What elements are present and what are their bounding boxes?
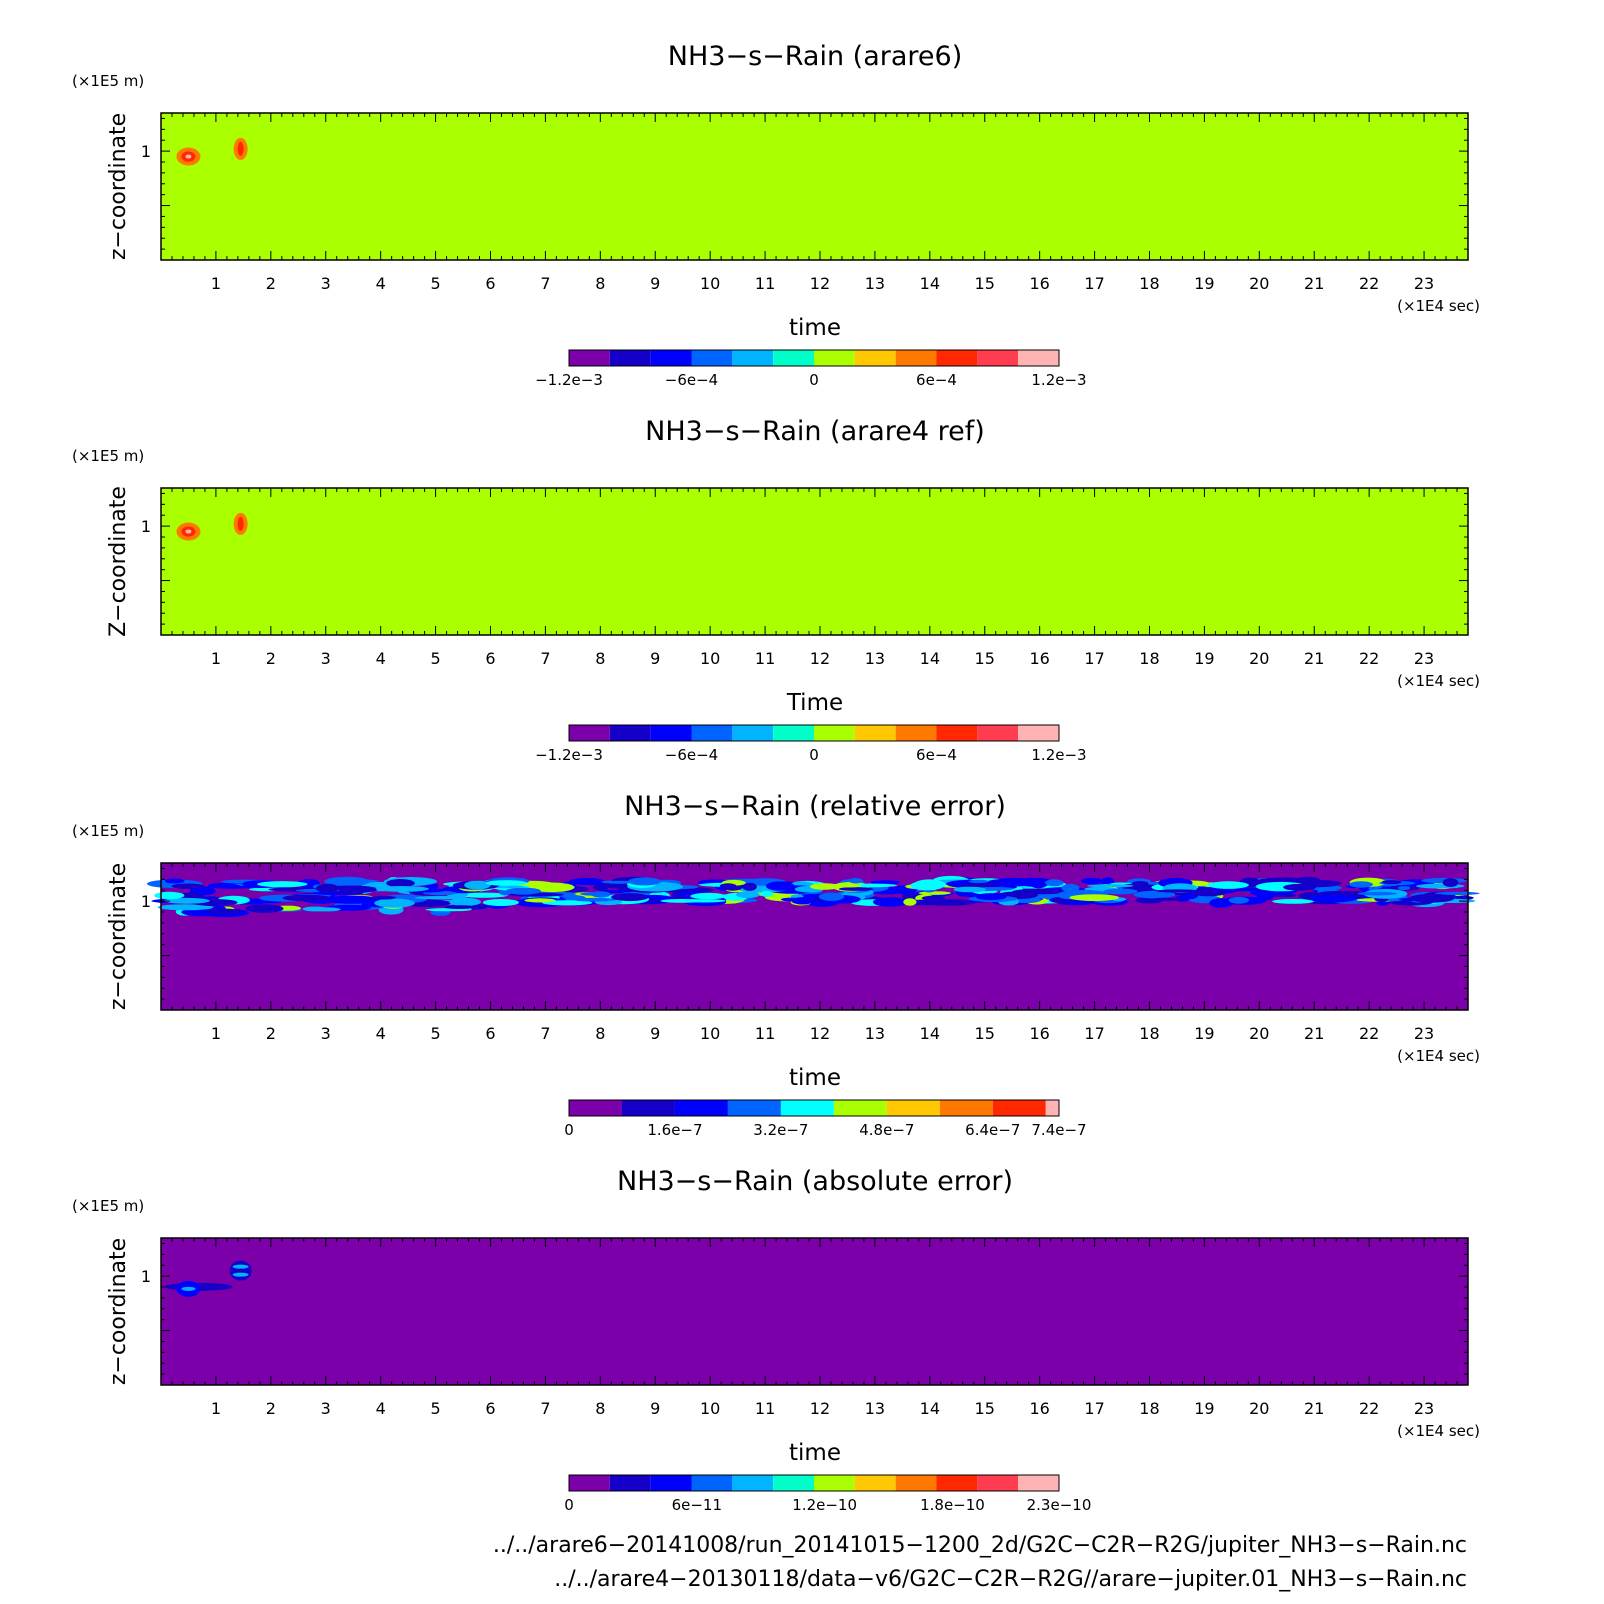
x-tick-label: 15	[974, 274, 995, 293]
x-tick-label: 11	[754, 1399, 776, 1418]
feature-peak	[181, 1287, 195, 1291]
noise-blob	[838, 884, 862, 888]
feature-core	[238, 142, 244, 156]
x-tick-label: 8	[595, 1399, 606, 1418]
colorbar-segment	[773, 350, 814, 366]
x-tick-label: 16	[1029, 1399, 1050, 1418]
panel-4	[72, 1166, 1480, 1514]
colorbar-segment	[781, 1100, 834, 1116]
colorbar-segment	[1046, 1100, 1059, 1116]
noise-blob	[1132, 881, 1149, 886]
x-tick-label: 4	[375, 274, 386, 293]
x-tick-label: 11	[754, 649, 776, 668]
x-tick-label: 2	[265, 1399, 276, 1418]
noise-blob	[483, 899, 519, 906]
x-tick-label: 15	[974, 1024, 995, 1043]
x-tick-label: 13	[864, 1399, 886, 1418]
colorbar-segment	[1018, 350, 1059, 366]
x-tick-label: 3	[320, 1399, 331, 1418]
noise-blob	[976, 893, 1007, 900]
noise-blob	[1208, 881, 1249, 889]
noise-blob	[1272, 899, 1314, 904]
colorbar	[535, 725, 1086, 764]
noise-blob	[593, 884, 609, 891]
noise-blob	[283, 895, 331, 902]
x-tick-label: 14	[919, 1024, 941, 1043]
colorbar-tick-label: 0	[809, 371, 819, 389]
colorbar-segment	[977, 725, 1018, 741]
noise-blob	[449, 898, 481, 906]
noise-blob	[1283, 884, 1316, 891]
colorbar	[535, 350, 1086, 389]
colorbar-tick-label: 6e−4	[916, 371, 957, 389]
noise-blob	[923, 899, 976, 905]
x-tick-label: 5	[430, 274, 441, 293]
x-tick-label: 6	[485, 1399, 496, 1418]
colorbar-segment	[1018, 1475, 1059, 1491]
colorbar-tick-label: 0	[809, 746, 819, 764]
noise-blob	[464, 881, 490, 890]
x-tick-label: 22	[1358, 1399, 1380, 1418]
colorbar-segment	[675, 1100, 728, 1116]
x-tick-label: 3	[320, 274, 331, 293]
noise-blob	[246, 904, 284, 913]
noise-blob	[839, 887, 873, 891]
noise-blob	[165, 879, 185, 884]
x-tick-label: 4	[375, 649, 386, 668]
x-tick-label: 20	[1249, 274, 1270, 293]
y-tick-label: 1	[140, 517, 151, 537]
y-axis-label: z−coordinate	[106, 1237, 131, 1386]
colorbar-segment	[977, 1475, 1018, 1491]
x-unit-label: (×1E4 sec)	[1397, 1422, 1480, 1440]
y-tick-label: 1	[140, 1267, 151, 1287]
noise-blob	[628, 877, 661, 885]
colorbar-segment	[1018, 725, 1059, 741]
colorbar-segment	[814, 350, 855, 366]
noise-blob	[873, 897, 908, 907]
x-tick-label: 21	[1304, 274, 1325, 293]
x-tick-label: 7	[540, 1024, 551, 1043]
noise-blob	[766, 881, 794, 890]
panel-title: NH3−s−Rain (absolute error)	[617, 1166, 1013, 1197]
colorbar	[564, 1475, 1091, 1514]
colorbar-tick-label: −1.2e−3	[535, 371, 603, 389]
colorbar-segment	[940, 1100, 993, 1116]
x-tick-label: 9	[650, 649, 661, 668]
colorbar-tick-label: −1.2e−3	[535, 746, 603, 764]
panel-3	[72, 791, 1480, 1139]
noise-blob	[302, 907, 328, 912]
noise-blob	[914, 879, 946, 889]
colorbar-segment	[896, 350, 937, 366]
colorbar-segment	[569, 1100, 622, 1116]
x-tick-label: 22	[1358, 274, 1380, 293]
x-tick-label: 11	[754, 1024, 776, 1043]
colorbar-tick-label: 1.2e−3	[1031, 746, 1087, 764]
noise-blob	[919, 891, 951, 895]
noise-blob	[154, 892, 184, 899]
colorbar-segment	[692, 725, 733, 741]
noise-blob	[1081, 878, 1103, 884]
noise-blob	[1382, 880, 1402, 884]
panel-2	[72, 416, 1480, 764]
x-tick-label: 10	[699, 649, 721, 668]
x-tick-label: 13	[864, 1024, 886, 1043]
colorbar-segment	[773, 725, 814, 741]
colorbar-segment	[732, 350, 773, 366]
noise-blob	[760, 891, 773, 897]
feature-peak	[233, 1273, 249, 1277]
x-tick-label: 5	[430, 1024, 441, 1043]
noise-blob	[1156, 889, 1201, 892]
x-tick-label: 10	[699, 1399, 721, 1418]
colorbar-segment	[610, 725, 651, 741]
colorbar-segment	[732, 1475, 773, 1491]
x-tick-label: 19	[1194, 1024, 1215, 1043]
x-tick-label: 19	[1194, 649, 1215, 668]
colorbar-segment	[814, 725, 855, 741]
y-unit-label: (×1E5 m)	[72, 822, 145, 840]
noise-blob	[602, 881, 636, 884]
colorbar-segment	[692, 1475, 733, 1491]
x-tick-label: 9	[650, 1399, 661, 1418]
colorbar-tick-label: 6e−11	[671, 1496, 723, 1514]
x-tick-label: 6	[485, 649, 496, 668]
noise-blob	[849, 878, 863, 884]
noise-blob	[1103, 889, 1138, 895]
x-tick-label: 2	[265, 649, 276, 668]
x-tick-label: 5	[430, 1399, 441, 1418]
feature-core	[238, 517, 244, 531]
x-tick-label: 1	[210, 1399, 222, 1418]
colorbar-segment	[834, 1100, 887, 1116]
noise-blob	[172, 884, 205, 889]
noise-blob	[1151, 898, 1186, 901]
x-tick-label: 7	[540, 649, 551, 668]
colorbar-tick-label: 6e−4	[916, 746, 957, 764]
colorbar-segment	[937, 350, 978, 366]
colorbar-segment	[855, 725, 896, 741]
x-axis-label: time	[789, 1440, 841, 1466]
noise-blob	[1257, 892, 1275, 900]
x-tick-label: 12	[809, 274, 831, 293]
x-tick-label: 20	[1249, 1399, 1270, 1418]
colorbar-tick-label: 1.6e−7	[647, 1121, 703, 1139]
colorbar-segment	[773, 1475, 814, 1491]
x-tick-label: 6	[485, 274, 496, 293]
x-tick-label: 21	[1304, 1024, 1325, 1043]
y-tick-label: 1	[140, 142, 151, 162]
noise-blob	[690, 893, 726, 899]
colorbar-segment	[855, 1475, 896, 1491]
noise-blob	[486, 880, 527, 886]
plot-field	[161, 113, 1468, 260]
x-unit-label: (×1E4 sec)	[1397, 672, 1480, 690]
x-tick-label: 1	[210, 649, 222, 668]
x-tick-label: 5	[430, 649, 441, 668]
x-tick-label: 3	[320, 1024, 331, 1043]
x-tick-label: 21	[1304, 649, 1325, 668]
colorbar-segment	[814, 1475, 855, 1491]
noise-blob	[736, 891, 760, 898]
noise-blob	[1358, 892, 1397, 896]
x-tick-label: 2	[265, 1024, 276, 1043]
feature-peak	[185, 530, 191, 534]
feature-outer	[230, 1261, 252, 1281]
y-axis-label: Z−coordinate	[106, 486, 131, 637]
colorbar-segment	[569, 1475, 610, 1491]
noise-blob	[1045, 879, 1063, 886]
plot-field	[161, 1238, 1468, 1385]
x-tick-label: 14	[919, 649, 941, 668]
x-tick-label: 22	[1358, 649, 1380, 668]
colorbar-tick-label: 2.3e−10	[1026, 1496, 1092, 1514]
x-tick-label: 9	[650, 274, 661, 293]
colorbar-segment	[692, 350, 733, 366]
x-tick-label: 12	[809, 649, 831, 668]
x-tick-label: 8	[595, 274, 606, 293]
x-tick-label: 3	[320, 649, 331, 668]
y-unit-label: (×1E5 m)	[72, 447, 145, 465]
x-tick-label: 2	[265, 274, 276, 293]
colorbar-segment	[651, 350, 692, 366]
x-unit-label: (×1E4 sec)	[1397, 1047, 1480, 1065]
x-tick-label: 15	[974, 649, 995, 668]
noise-blob	[720, 883, 737, 888]
colorbar-segment	[651, 725, 692, 741]
colorbar-segment	[896, 725, 937, 741]
x-tick-label: 14	[919, 1399, 941, 1418]
x-tick-label: 8	[595, 1024, 606, 1043]
colorbar-tick-label: −6e−4	[664, 746, 719, 764]
noise-blob	[444, 905, 475, 909]
colorbar-segment	[937, 1475, 978, 1491]
x-axis-label: Time	[786, 690, 844, 716]
colorbar-segment	[937, 725, 978, 741]
x-tick-label: 7	[540, 274, 551, 293]
colorbar-segment	[569, 725, 610, 741]
x-tick-label: 18	[1139, 1399, 1160, 1418]
x-tick-label: 15	[974, 1399, 995, 1418]
x-tick-label: 14	[919, 274, 941, 293]
x-tick-label: 10	[699, 1024, 721, 1043]
x-tick-label: 16	[1029, 274, 1050, 293]
x-tick-label: 4	[375, 1399, 386, 1418]
contour-feature	[176, 523, 200, 541]
contour-feature	[230, 1261, 252, 1281]
colorbar-tick-label: 1.2e−10	[792, 1496, 858, 1514]
noise-blob	[376, 886, 429, 892]
contour-feature	[176, 148, 200, 166]
x-tick-label: 1	[210, 274, 222, 293]
y-unit-label: (×1E5 m)	[72, 1197, 145, 1215]
source-file-path-2: ../../arare4−20130118/data−v6/G2C−C2R−R2G//arare−jupiter.01_NH3−s−Rain.nc	[554, 1567, 1467, 1592]
contour-feature	[234, 513, 248, 535]
plot-field	[161, 488, 1468, 635]
x-tick-label: 20	[1249, 1024, 1270, 1043]
colorbar	[564, 1100, 1086, 1139]
panel-title: NH3−s−Rain (relative error)	[624, 791, 1006, 822]
x-tick-label: 4	[375, 1024, 386, 1043]
y-axis-label: z−coordinate	[106, 862, 131, 1011]
x-axis-label: time	[789, 1065, 841, 1091]
x-tick-label: 8	[595, 649, 606, 668]
x-tick-label: 16	[1029, 649, 1050, 668]
x-tick-label: 18	[1139, 649, 1160, 668]
x-tick-label: 23	[1413, 274, 1435, 293]
noise-blob	[611, 893, 648, 901]
x-tick-label: 19	[1194, 274, 1215, 293]
colorbar-tick-label: −6e−4	[664, 371, 719, 389]
noise-blob	[661, 899, 704, 903]
noise-blob	[953, 887, 986, 893]
panel-title: NH3−s−Rain (arare6)	[667, 41, 963, 72]
x-tick-label: 7	[540, 1399, 551, 1418]
noise-blob	[208, 909, 242, 915]
colorbar-segment	[896, 1475, 937, 1491]
x-tick-label: 21	[1304, 1399, 1325, 1418]
contour-feature	[234, 138, 248, 160]
noise-blob	[819, 893, 844, 901]
feature-peak	[233, 1265, 249, 1269]
x-tick-label: 12	[809, 1399, 831, 1418]
colorbar-segment	[993, 1100, 1046, 1116]
x-tick-label: 16	[1029, 1024, 1050, 1043]
noise-blob	[969, 880, 989, 883]
panel-title: NH3−s−Rain (arare4 ref)	[645, 416, 985, 447]
y-unit-label: (×1E5 m)	[72, 72, 145, 90]
x-tick-label: 6	[485, 1024, 496, 1043]
noise-blob	[1443, 878, 1459, 887]
x-tick-label: 18	[1139, 274, 1160, 293]
x-tick-label: 22	[1358, 1024, 1380, 1043]
x-tick-label: 9	[650, 1024, 661, 1043]
x-tick-label: 1	[210, 1024, 222, 1043]
x-tick-label: 17	[1084, 1024, 1105, 1043]
colorbar-segment	[569, 350, 610, 366]
colorbar-segment	[610, 350, 651, 366]
noise-blob	[1349, 881, 1373, 887]
noise-blob	[1069, 894, 1119, 901]
noise-blob	[369, 896, 396, 900]
noise-blob	[591, 891, 610, 897]
colorbar-segment	[977, 350, 1018, 366]
x-tick-label: 17	[1084, 649, 1105, 668]
x-tick-label: 11	[754, 274, 776, 293]
colorbar-tick-label: 3.2e−7	[753, 1121, 809, 1139]
x-unit-label: (×1E4 sec)	[1397, 297, 1480, 315]
noise-blob	[791, 897, 813, 904]
noise-blob	[257, 881, 307, 887]
noise-blob	[810, 883, 839, 890]
x-tick-label: 12	[809, 1024, 831, 1043]
colorbar-tick-label: 6.4e−7	[965, 1121, 1021, 1139]
x-tick-label: 19	[1194, 1399, 1215, 1418]
source-file-path-1: ../../arare6−20141008/run_20141015−1200_2d/G2C−C2R−R2G/jupiter_NH3−s−Rain.nc	[492, 1533, 1467, 1558]
y-axis-label: z−coordinate	[106, 112, 131, 261]
noise-blob	[316, 884, 339, 893]
x-tick-label: 10	[699, 274, 721, 293]
noise-blob	[506, 888, 541, 895]
colorbar-segment	[622, 1100, 675, 1116]
colorbar-segment	[651, 1475, 692, 1491]
x-tick-label: 17	[1084, 274, 1105, 293]
x-tick-label: 13	[864, 649, 886, 668]
colorbar-segment	[855, 350, 896, 366]
colorbar-tick-label: 7.4e−7	[1031, 1121, 1087, 1139]
x-axis-label: time	[789, 315, 841, 341]
x-tick-label: 23	[1413, 1399, 1435, 1418]
noise-blob	[1309, 895, 1356, 903]
colorbar-tick-label: 0	[564, 1121, 574, 1139]
colorbar-segment	[728, 1100, 781, 1116]
colorbar-tick-label: 1.2e−3	[1031, 371, 1087, 389]
noise-blob	[903, 898, 916, 905]
noise-blob	[1229, 897, 1249, 904]
x-tick-label: 20	[1249, 649, 1270, 668]
colorbar-segment	[732, 725, 773, 741]
y-tick-label: 1	[140, 892, 151, 912]
panel-1	[72, 41, 1480, 389]
noise-blob	[374, 899, 414, 908]
colorbar-tick-label: 4.8e−7	[859, 1121, 915, 1139]
x-tick-label: 18	[1139, 1024, 1160, 1043]
colorbar-tick-label: 0	[564, 1496, 574, 1514]
noise-blob	[1409, 894, 1455, 903]
x-tick-label: 23	[1413, 1024, 1435, 1043]
feature-peak	[185, 155, 191, 159]
noise-blob	[572, 898, 616, 902]
noise-blob	[524, 898, 555, 902]
colorbar-segment	[887, 1100, 940, 1116]
colorbar-tick-label: 1.8e−10	[920, 1496, 985, 1514]
x-tick-label: 13	[864, 274, 886, 293]
noise-blob	[1398, 886, 1410, 890]
x-tick-label: 23	[1413, 649, 1435, 668]
colorbar-segment	[610, 1475, 651, 1491]
x-tick-label: 17	[1084, 1399, 1105, 1418]
